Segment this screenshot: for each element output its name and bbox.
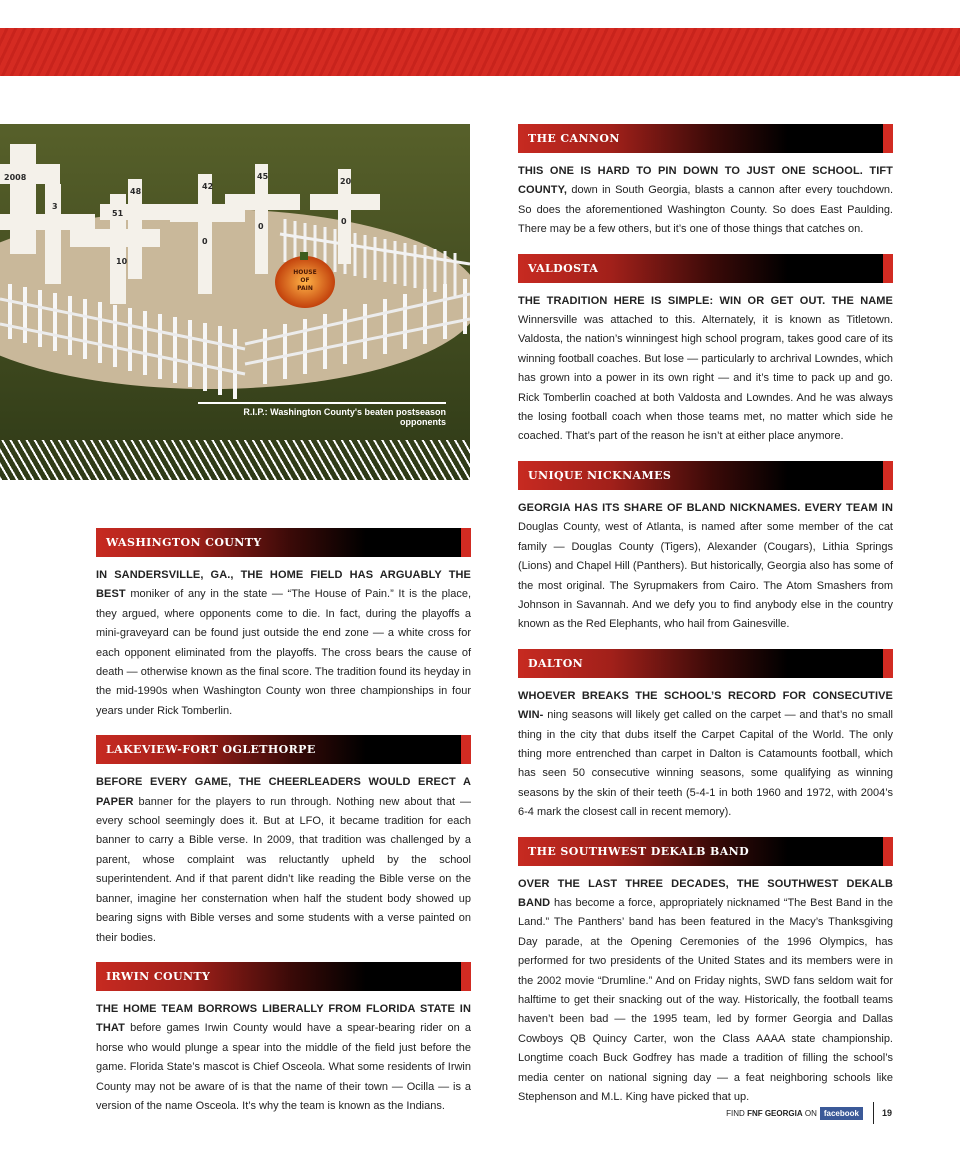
section-body: [518, 292, 893, 447]
svg-text:OF: OF: [300, 277, 310, 284]
section-title: VALDOSTA: [528, 261, 599, 275]
section-body: [518, 162, 893, 240]
section-title: IRWIN COUNTY: [106, 969, 211, 983]
body-copy: Winnersville was attached to this. Alternately, it is known as Titletown. Valdosta, the nation’s winningest high school program, takes good care of its winning football coaches. But lose — particularly to archrival Lowndes, which has grown into a power in its own right — and it’s time to pack up and go. Rick Tomberlin coached at both Valdosta and Lowndes. And he was always the losing football coach when those teams met, no matter which side he coached. That’s part of the reason he isn’t at either place anymore.: [518, 314, 893, 443]
lead-in: WHOEVER BREAKS THE SCHOOL’S RECORD FOR CONSECUTIVE WIN-: [518, 689, 893, 722]
section-the-cannon: [518, 124, 893, 240]
top-banner-stripe: [0, 28, 960, 76]
page-footer: [726, 1101, 892, 1125]
section-body: [96, 566, 471, 721]
section-header: [96, 528, 471, 557]
svg-text:20: 20: [340, 177, 352, 186]
svg-text:0: 0: [202, 237, 208, 246]
section-body: [96, 1000, 471, 1116]
svg-text:PAIN: PAIN: [297, 285, 313, 292]
lead-in: IN SANDERSVILLE, GA., THE HOME FIELD HAS ARGUABLY THE BEST: [96, 569, 471, 601]
photo-caption: R.I.P.: Washington County's beaten postseason opponents: [198, 402, 446, 427]
body-copy: down in South Georgia, blasts a cannon after every touchdown. So does the aforementioned Washington County. So does East Paulding. There may be a few others, but it’s one of those things that catches on.: [518, 184, 893, 236]
lead-in: GEORGIA HAS ITS SHARE OF BLAND NICKNAMES. EVERY TEAM IN: [518, 501, 893, 514]
left-column: [96, 528, 471, 1130]
section-title: THE SOUTHWEST DEKALB BAND: [528, 844, 750, 858]
page-number: 19: [881, 1108, 892, 1118]
svg-text:51: 51: [112, 209, 124, 218]
facebook-icon[interactable]: facebook: [820, 1107, 863, 1120]
lead-in: OVER THE LAST THREE DECADES, THE SOUTHWEST DEKALB BAND: [518, 877, 893, 909]
section-header: [96, 735, 471, 764]
section-header: [518, 124, 893, 153]
lead-in: THE TRADITION HERE IS SIMPLE: WIN OR GET OUT. THE NAME: [518, 294, 893, 307]
section-unique-nicknames: [518, 461, 893, 635]
section-title: DALTON: [528, 656, 584, 670]
feature-photo: [0, 124, 470, 480]
body-copy: banner for the players to run through. Nothing new about that — every school seemingly does it. But at LFO, it became tradition for each banner to carry a Bible verse. In 2009, that tradition was challenged by a parent, whose complaint was reluctantly upheld by the school superintendent. And if that parent didn’t like reading the Bible verse on the banner, imagine her consternation when half the student body showed up bearing signs with Bible verses and some students with a verse painted on their bodies.: [96, 795, 471, 944]
svg-text:10: 10: [116, 257, 128, 266]
section-title: WASHINGTON COUNTY: [106, 536, 262, 549]
svg-text:3: 3: [52, 202, 58, 211]
lead-in: THE HOME TEAM BORROWS LIBERALLY FROM FLORIDA STATE IN THAT: [96, 1002, 471, 1035]
footer-promo: [726, 1109, 817, 1118]
section-header: [518, 837, 893, 866]
footer-find: FIND: [726, 1108, 745, 1118]
lead-in: BEFORE EVERY GAME, THE CHEERLEADERS WOULD ERECT A PAPER: [96, 776, 471, 808]
section-washington-county: [96, 528, 471, 721]
section-body: [518, 687, 893, 823]
section-southwest-dekalb-band: [518, 837, 893, 1108]
footer-divider: [873, 1102, 874, 1124]
section-title: UNIQUE NICKNAMES: [528, 468, 672, 482]
section-irwin-county: [96, 962, 471, 1116]
section-dalton: [518, 649, 893, 823]
section-header: [518, 254, 893, 283]
section-title: THE CANNON: [528, 132, 620, 145]
svg-text:45: 45: [257, 172, 269, 181]
section-body: [518, 875, 893, 1108]
section-body: [96, 773, 471, 948]
footer-brand: FNF GEORGIA: [747, 1108, 803, 1118]
footer-on: ON: [804, 1108, 817, 1118]
body-copy: has become a force, appropriately nicknamed “The Best Band in the Land.” The Panthers’ band has been featured in the Macy’s Thanksgiving Day parade, at the Opening Ceremonies of the 1996 Olympics, has performed for two presidents of the United States and its members were in the 2002 movie “Drumline.” And on Friday nights, SWD fans seldom wait for halftime to get their snacking out of the way. Historically, the football teams haven’t been bad — the 1995 team, led by former Georgia and Dallas Cowboys QB Quincy Carter, won the Class AAAA state championship. Longtime coach Buck Godfrey has made a tradition of filling the school’s media center on national signing day — a feat neighboring schools like Stephenson and M.L. King have picked that up.: [518, 896, 893, 1104]
right-column: [518, 124, 893, 1121]
section-header: [518, 461, 893, 490]
section-lakeview-fort-oglethorpe: [96, 735, 471, 948]
svg-text:0: 0: [258, 222, 264, 231]
svg-text:42: 42: [202, 182, 214, 191]
photo-stripe-band: [0, 440, 470, 480]
svg-text:2008: 2008: [4, 173, 27, 182]
section-header: [96, 962, 471, 991]
svg-text:0: 0: [341, 217, 347, 226]
body-copy: before games Irwin County would have a spear-bearing rider on a horse who would plunge a spear into the middle of the field just before the game. Florida State’s mascot is Chief Osceola. What some residents of Irwin County may not be aware of is that the name of their town — Ocilla — is a version of the name Osceola. It’s why the team is known as the Indians.: [96, 1022, 471, 1112]
section-valdosta: [518, 254, 893, 447]
section-title: LAKEVIEW-FORT OGLETHORPE: [106, 743, 316, 757]
svg-text:48: 48: [130, 187, 142, 196]
section-header: [518, 649, 893, 678]
lead-in: THIS ONE IS HARD TO PIN DOWN TO JUST ONE SCHOOL. TIFT COUNTY,: [518, 165, 893, 197]
section-body: [518, 499, 893, 635]
body-copy: ning seasons will likely get called on the carpet — and that’s no small thing in the city that dubs itself the Carpet Capital of the World. The only thing more entrenched than carpet in Dalton is Catamounts football, which has seen 50 consecutive winning seasons, some qualifying as winning seasons by the skin of their teeth (5-4-1 in both 1960 and 1972, with 2004’s 6-4 mark the closest call in recent memory).: [518, 709, 894, 819]
body-copy: Douglas County, west of Atlanta, is named after some member of the cat family — Douglas County (Tigers), Alexander (Cougars), Lithia Springs (Lions) and Chapel Hill (Panthers). But historically, Georgia also has some of the most original. The Syrupmakers from Cairo. The Atom Smashers from Johnson in Savannah. And we defy you to find anybody else in the country known as the Red Elephants, who hail from Gainesville.: [518, 521, 893, 631]
svg-text:HOUSE: HOUSE: [293, 269, 317, 276]
body-copy: moniker of any in the state — “The House of Pain.” It is the place, they argued, where opponents come to die. In fact, during the playoffs a mini-graveyard can be found just outside the end zone — a white cross for each opponent eliminated from the playoffs. The cross bears the cause of death — otherwise known as the final score. The tradition found its heyday in the mid-1990s when Washington County won three championships in four years under Rick Tomberlin.: [96, 588, 471, 717]
